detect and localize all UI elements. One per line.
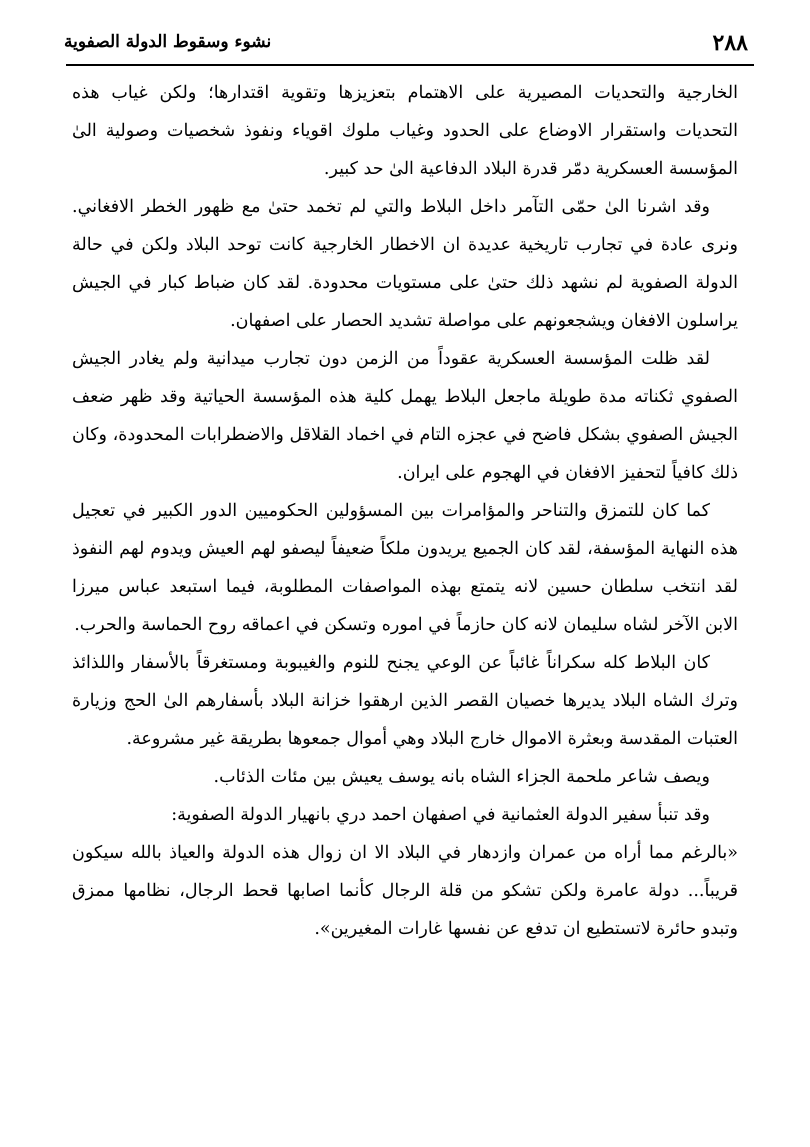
paragraph-5: كان البلاط كله سكراناً غائباً عن الوعي يجنح للنوم والغيبوبة ومستغرقاً بالأسفار واللذائذ وترك الشاه البلاد يديرها خصيان القصر الذين ارهقوا خزانة البلاد بأسفارهم الىٰ الحج وزيارة العتبات المقدسة وبعثرة الاموال خارج البلاد وهي أموال جمعوها بطريقة غير مشروعة. <box>72 653 738 749</box>
paragraph-7: وقد تنبأ سفير الدولة العثمانية في اصفهان احمد دري بانهيار الدولة الصفوية: <box>171 805 710 825</box>
paragraph-3: لقد ظلت المؤسسة العسكرية عقوداً من الزمن دون تجارب ميدانية ولم يغادر الجيش الصفوي ثكناته مدة طويلة ماجعل البلاط يهمل كلية هذه المؤسسة الحياتية وقد ظهر ضعف الجيش الصفوي بشكل فاضح في عجزه التام في اخماد القلاقل والاضطرابات المحدودة، وكان ذلك كافياً لتحفيز الافغان في الهجوم على ايران. <box>72 349 738 483</box>
paragraph-2: وقد اشرنا الىٰ حمّى التآمر داخل البلاط والتي لم تخمد حتىٰ مع ظهور الخطر الافغاني. ونرى عادة في تجارب تاريخية عديدة ان الاخطار الخارجية كانت توحد البلاد ولكن في حالة الدولة الصفوية لم نشهد ذلك حتىٰ على مستويات محدودة. لقد كان ضباط كبار في الجيش يراسلون الافغان ويشجعونهم على مواصلة تشديد الحصار على اصفهان. <box>72 197 738 331</box>
page-number: ٢٨٨ <box>712 30 748 56</box>
running-title: نشوء وسقوط الدولة الصفوية <box>64 32 272 52</box>
quote-paragraph: «بالرغم مما أراه من عمران وازدهار في البلاد الا ان زوال هذه الدولة والعياذ بالله سيكون قريباً... دولة عامرة ولكن تشكو من قلة الرجال كأنما اصابها قحط الرجال، نظامها ممزق وتبدو حائرة لاتستطيع ان تدفع عن نفسها غارات المغيرين». <box>72 843 738 939</box>
paragraph-1: الخارجية والتحديات المصيرية على الاهتمام بتعزيزها وتقوية اقتدارها؛ ولكن غياب هذه التحديات واستقرار الاوضاع على الحدود وغياب ملوك اقوياء ونفوذ شخصيات وصولية الىٰ المؤسسة العسكرية دمّر قدرة البلاد الدفاعية الىٰ حد كبير. <box>72 83 738 179</box>
page-body <box>72 74 738 948</box>
paragraph-6: ويصف شاعر ملحمة الجزاء الشاه بانه يوسف يعيش بين مئات الذئاب. <box>213 767 710 787</box>
paragraph-4: كما كان للتمزق والتناحر والمؤامرات بين المسؤولين الحكوميين الدور الكبير في تعجيل هذه النهاية المؤسفة، لقد كان الجميع يريدون ملكاً ضعيفاً ليصفو لهم العيش ويدوم لهم النفوذ لقد انتخب سلطان حسين لانه يتمتع بهذه المواصفات المطلوبة، فيما استبعد عباس ميرزا الابن الآخر لشاه سليمان لانه كان حازماً في اموره وتسكن في اعماقه روح الحماسة والحرب. <box>72 501 738 635</box>
page-header <box>60 26 754 62</box>
header-rule <box>66 64 754 66</box>
